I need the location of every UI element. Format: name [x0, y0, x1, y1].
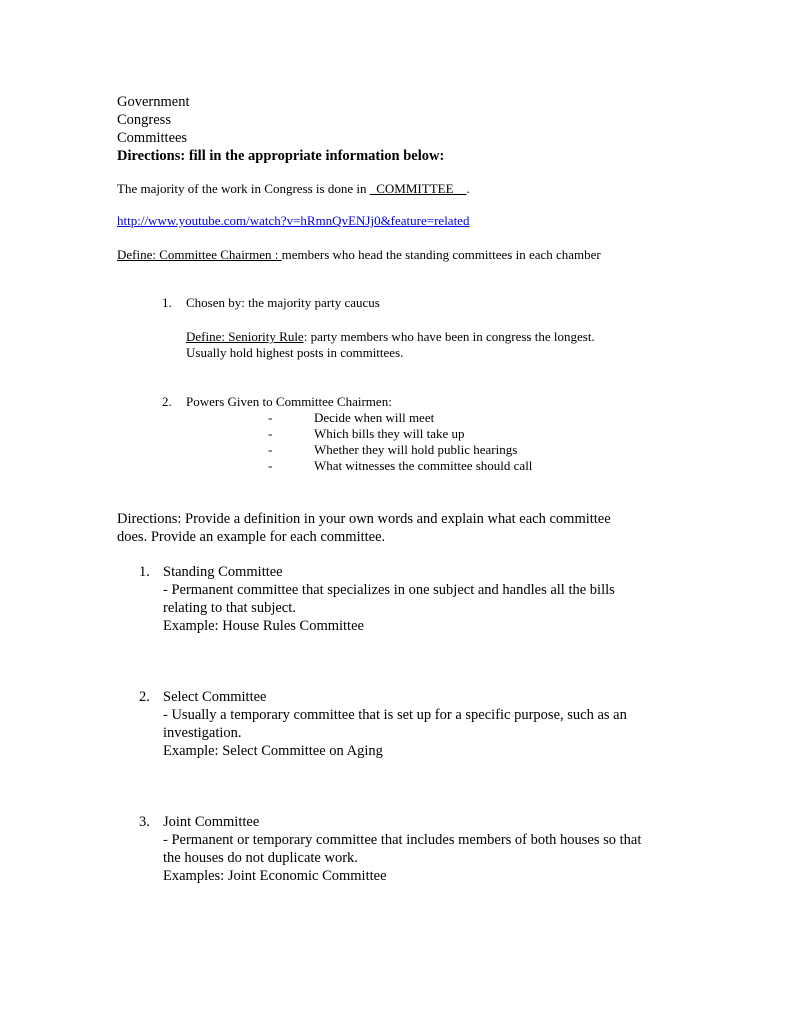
bullet-dash: -: [268, 426, 273, 441]
seniority-definition: [186, 329, 595, 345]
directions-heading: Directions: fill in the appropriate information below:: [117, 148, 445, 164]
bullet-dash: -: [268, 458, 273, 473]
directions2-line2: does. Provide an example for each committee.: [117, 529, 386, 545]
committee-number: 1.: [139, 564, 150, 580]
majority-suffix: .: [466, 181, 470, 196]
committee-desc: - Permanent committee that specializes in one subject and handles all the bills: [163, 582, 615, 598]
committee-name: Joint Committee: [163, 814, 260, 830]
committee-number: 3.: [139, 814, 150, 830]
header-committees: Committees: [117, 130, 188, 146]
item1-number: 1.: [162, 295, 172, 310]
majority-prefix: The majority of the work in Congress is done in: [117, 181, 370, 196]
bullet-text: Which bills they will take up: [314, 426, 465, 441]
committee-desc: - Permanent or temporary committee that includes members of both houses so that: [163, 832, 642, 848]
committee-example: Examples: Joint Economic Committee: [163, 868, 387, 884]
committee-desc-cont: investigation.: [163, 725, 242, 741]
committee-example: Example: Select Committee on Aging: [163, 743, 383, 759]
bullet-dash: -: [268, 442, 273, 457]
header-government: Government: [117, 94, 190, 110]
majority-sentence: [117, 181, 470, 197]
item2-number: 2.: [162, 394, 172, 409]
chairmen-definition: [117, 247, 601, 263]
seniority-line2: Usually hold highest posts in committees.: [186, 345, 404, 360]
seniority-label: Define: Seniority Rule: [186, 329, 304, 344]
committee-name: Select Committee: [163, 689, 267, 705]
youtube-link[interactable]: http://www.youtube.com/watch?v=hRmnQvENJj0&feature=related: [117, 213, 470, 228]
committee-name: Standing Committee: [163, 564, 283, 580]
header-congress: Congress: [117, 112, 171, 128]
committee-desc-cont: the houses do not duplicate work.: [163, 850, 358, 866]
item1-text: Chosen by: the majority party caucus: [186, 295, 380, 310]
committee-desc-cont: relating to that subject.: [163, 600, 296, 616]
bullet-text: Decide when will meet: [314, 410, 435, 425]
bullet-text: Whether they will hold public hearings: [314, 442, 518, 457]
chairmen-label: Define: Committee Chairmen :: [117, 247, 282, 262]
chairmen-text: members who head the standing committees in each chamber: [281, 247, 601, 262]
seniority-text: : party members who have been in congress the longest.: [303, 329, 595, 344]
committee-example: Example: House Rules Committee: [163, 618, 364, 634]
directions2-line1: Directions: Provide a definition in your own words and explain what each committee: [117, 511, 611, 527]
bullet-dash: -: [268, 410, 273, 425]
majority-answer: _COMMITTEE__: [369, 181, 467, 196]
bullet-text: What witnesses the committee should call: [314, 458, 533, 473]
committee-number: 2.: [139, 689, 150, 705]
committee-desc: - Usually a temporary committee that is set up for a specific purpose, such as an: [163, 707, 627, 723]
item2-text: Powers Given to Committee Chairmen:: [186, 394, 392, 409]
